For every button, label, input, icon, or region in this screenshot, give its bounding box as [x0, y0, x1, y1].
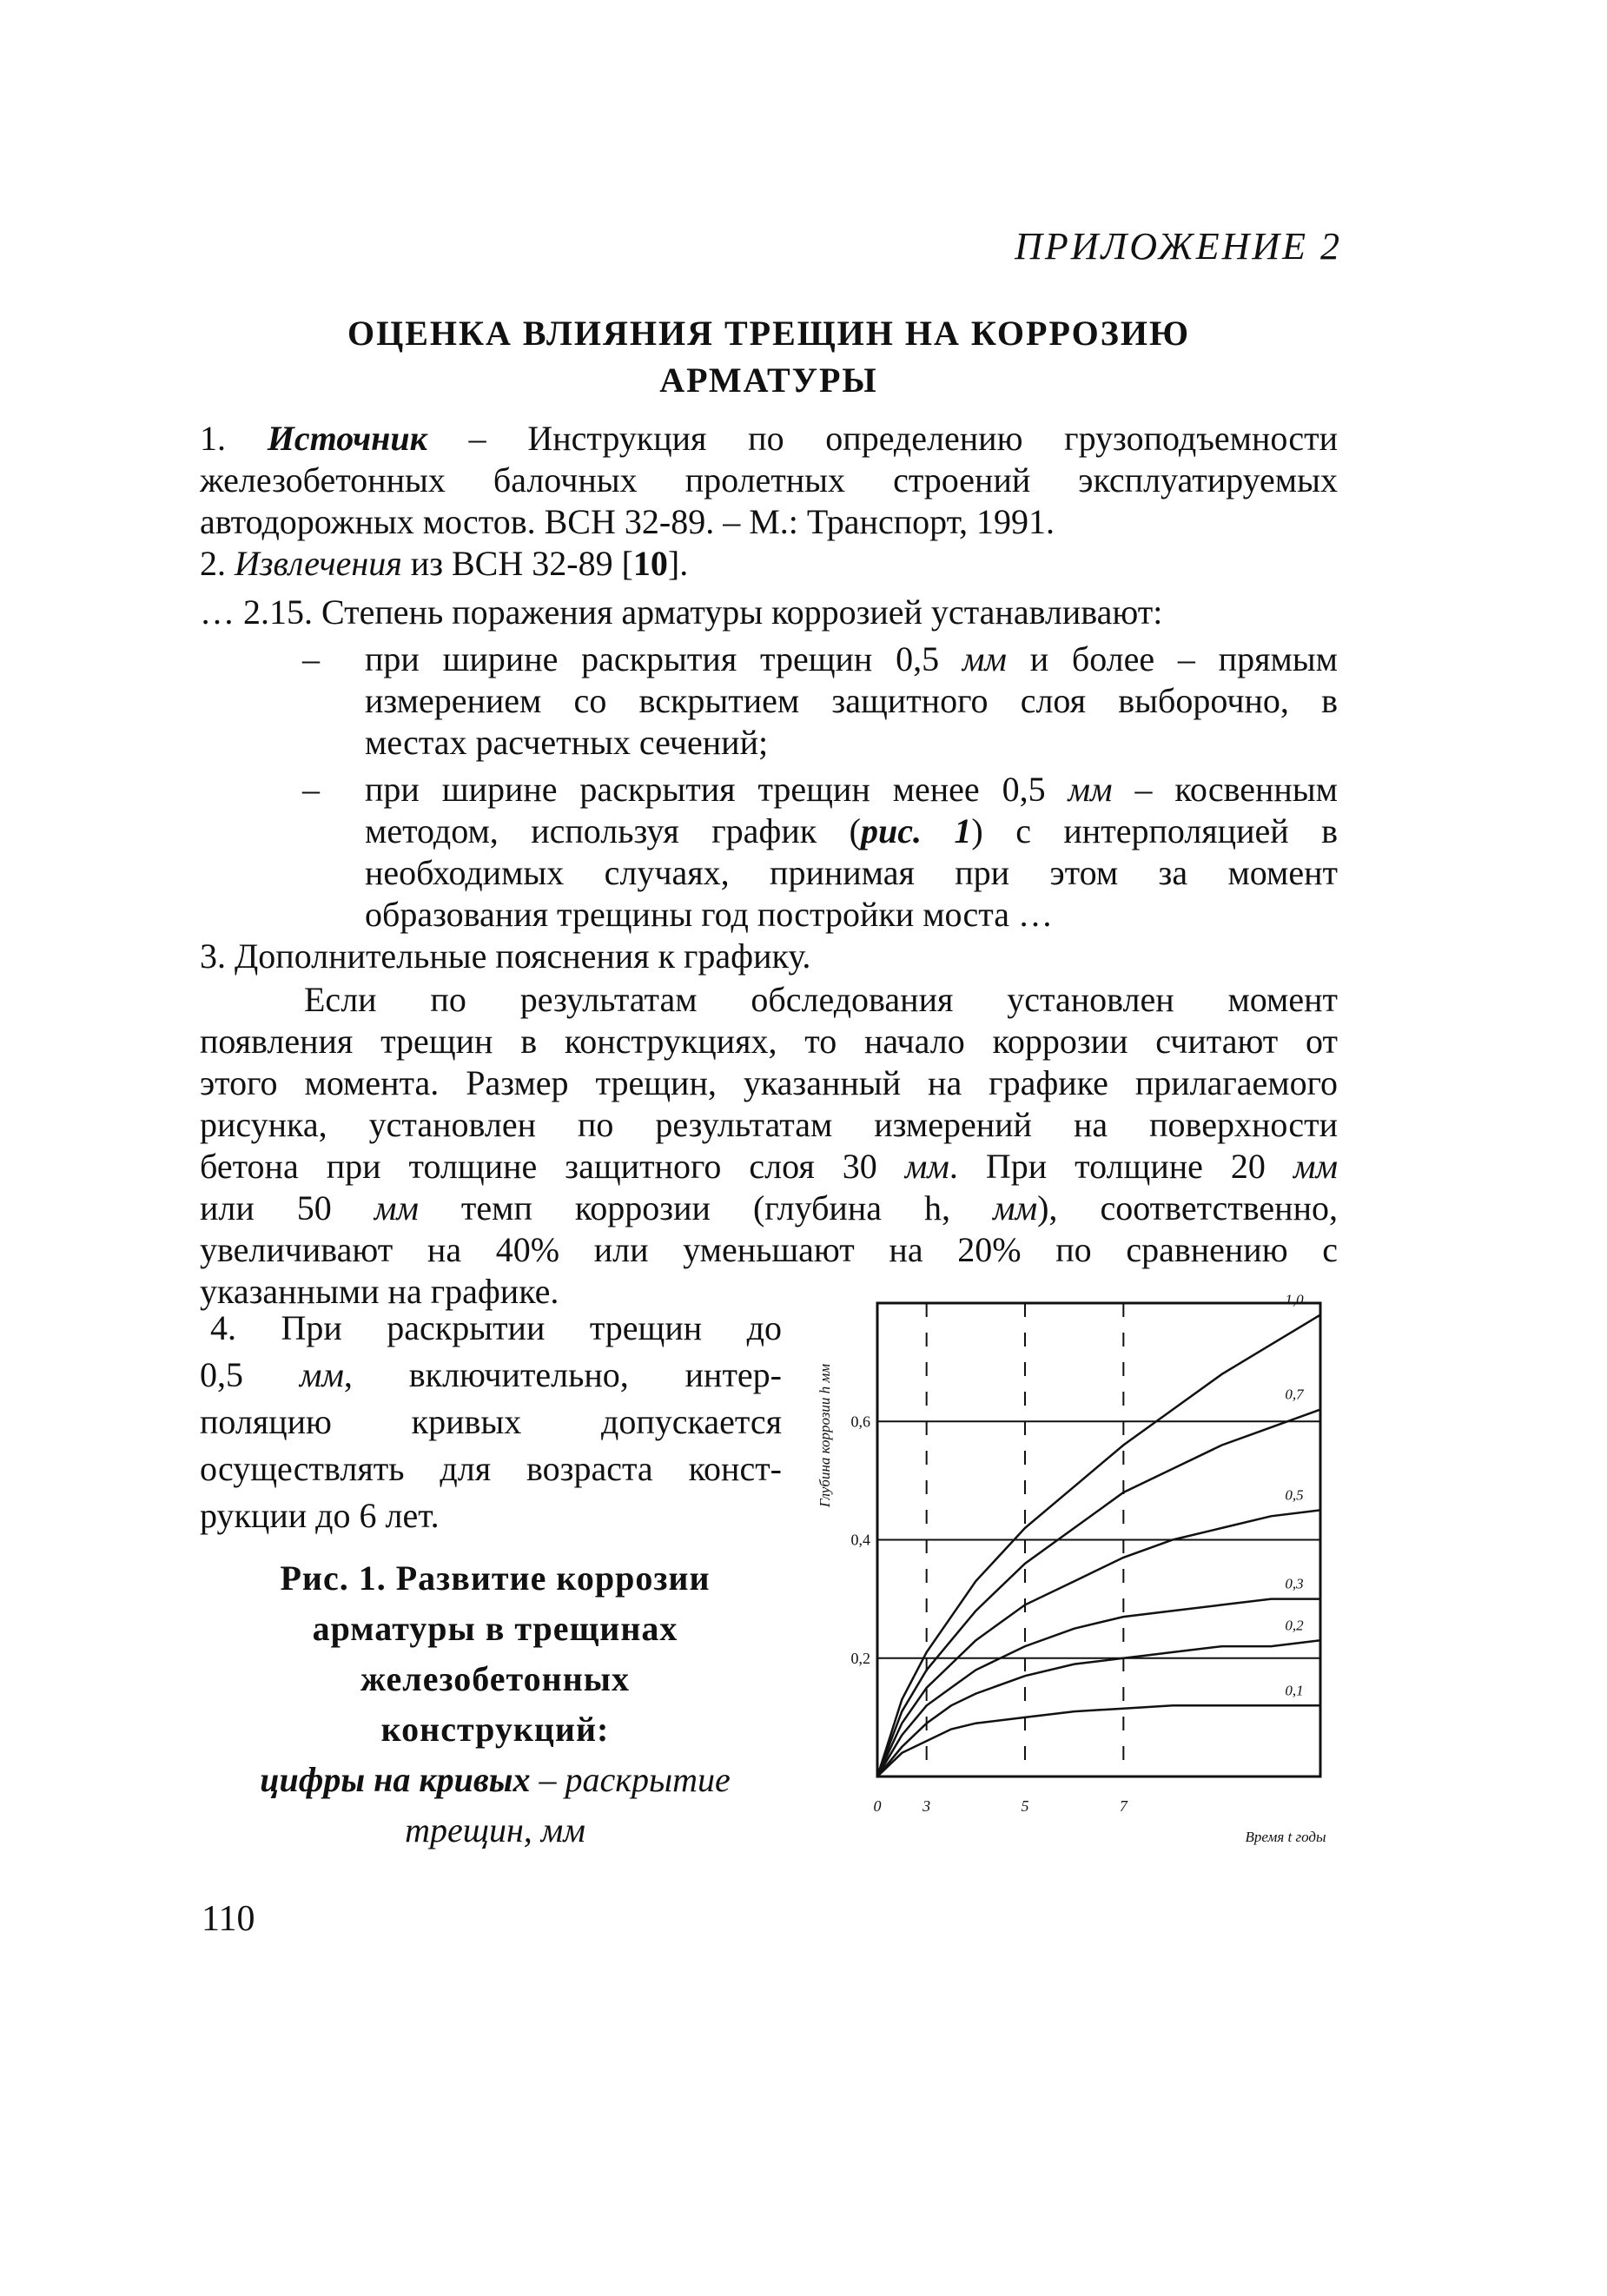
curve-label: 0,5 [1285, 1486, 1304, 1504]
item-1-line-3: автодорожных мостов. ВСН 32-89. – М.: Транспорт, 1991. [200, 502, 1055, 541]
y-axis-label: Глубина коррозии h мм [817, 1363, 833, 1508]
x-tick-label: 0 [873, 1797, 882, 1815]
para-line-4: рисунка, установлен по результатам измерений на поверхности [200, 1105, 1338, 1144]
item-4-line-3: поляцию кривых допускается [200, 1402, 782, 1441]
curve-label: 0,1 [1285, 1682, 1304, 1699]
item-3: 3. Дополнительные пояснения к графику. [200, 936, 811, 976]
caption-line-4: конструкций: [380, 1710, 610, 1749]
figure-caption [200, 1553, 790, 1856]
y-tick-label: 0,2 [850, 1649, 870, 1667]
clause-2-15: … 2.15. Степень поражения арматуры коррозией устанавливают: [200, 592, 1163, 632]
explanation-paragraph [200, 979, 1338, 1313]
dash-item-2-line-2: методом, используя график (рис. 1) с интерполяцией в [365, 811, 1338, 850]
x-axis-label: Время t годы [1245, 1829, 1326, 1845]
title-line-1: ОЦЕНКА ВЛИЯНИЯ ТРЕЩИН НА КОРРОЗИЮ [347, 314, 1191, 353]
item-1-source [200, 418, 1338, 543]
page-title [200, 310, 1338, 404]
dash-item-1 [365, 639, 1338, 764]
dash-item-2 [365, 769, 1338, 936]
para-line-2: появления трещин в конструкциях, то начало коррозии считают от [200, 1022, 1338, 1061]
para-line-1: Если по результатам обследования установлен момент [304, 980, 1338, 1019]
dash-bullet-2: – [302, 770, 320, 809]
title-line-2: АРМАТУРЫ [659, 361, 878, 400]
item-4-line-5: рукции до 6 лет. [200, 1496, 440, 1535]
x-tick-label: 7 [1119, 1797, 1128, 1815]
curve-label: 0,3 [1285, 1575, 1304, 1592]
curve-label: 0,7 [1285, 1386, 1304, 1403]
dash-item-2-line-4: образования трещины год постройки моста … [365, 895, 1053, 934]
item-2-label: Извлечения [235, 544, 402, 583]
item-1-label: Источник [267, 419, 427, 458]
caption-line-1: Рис. 1. Развитие коррозии [280, 1558, 711, 1598]
curve-0-2 [877, 1640, 1320, 1777]
item-4-line-2: 0,5 мм, включительно, интер- [200, 1355, 783, 1394]
caption-line-5: цифры на кривых – раскрытие [260, 1760, 731, 1799]
x-tick-label: 5 [1021, 1797, 1029, 1815]
item-2-ref: 10 [632, 544, 668, 583]
caption-line-2: арматуры в трещинах [312, 1609, 678, 1648]
item-1-text-1: – Инструкция по определению грузоподъемности [427, 419, 1339, 458]
item-2-extracts [200, 543, 1338, 585]
para-line-8: указанными на графике. [200, 1272, 559, 1311]
curve-0-1 [877, 1705, 1320, 1777]
item-2-text: из ВСН 32-89 [ [401, 544, 633, 583]
item-1-number: 1. [200, 419, 268, 458]
item-1-line-2: железобетонных балочных пролетных строений эксплуатируемых [200, 460, 1338, 500]
dash-item-2-line-3: необходимых случаях, принимая при этом за момент [365, 853, 1338, 892]
x-tick-label: 3 [923, 1797, 931, 1815]
dash-bullet-1: – [302, 639, 320, 678]
curve-label: 0,2 [1285, 1617, 1304, 1634]
item-4-line-1: 4. При раскрытии трещин до [210, 1308, 782, 1347]
caption-line-6: трещин, мм [405, 1810, 585, 1849]
item-4 [200, 1305, 782, 1539]
figure-reference: рис. 1 [860, 811, 972, 850]
dash-item-1-line-1: при ширине раскрытия трещин 0,5 мм и более – прямым [365, 639, 1338, 678]
dash-item-2-line-1: при ширине раскрытия трещин менее 0,5 мм – косвенным [365, 770, 1338, 809]
corrosion-chart [799, 1294, 1338, 1850]
dash-item-1-line-2: измерением со вскрытием защитного слоя выборочно, в [365, 681, 1338, 720]
page-number: 110 [202, 1899, 255, 1939]
dash-item-1-line-3: местах расчетных сечений; [365, 723, 769, 762]
para-line-6: или 50 мм темп коррозии (глубина h, мм), соответственно, [200, 1188, 1338, 1227]
y-tick-label: 0,4 [850, 1531, 870, 1549]
y-tick-label: 0,6 [850, 1413, 870, 1431]
curve-0-5 [877, 1510, 1320, 1777]
item-2-end: ]. [667, 544, 689, 583]
curve-label: 1,0 [1285, 1294, 1304, 1308]
chart-curves [877, 1315, 1320, 1777]
caption-line-3: железобетонных [360, 1659, 630, 1698]
item-1-line-1 [200, 418, 1338, 460]
curve-1-0 [877, 1315, 1320, 1777]
para-line-7: увеличивают на 40% или уменьшают на 20% по сравнению с [200, 1230, 1338, 1269]
item-2-number: 2. [200, 544, 235, 583]
appendix-header: ПРИЛОЖЕНИЕ 2 [1015, 225, 1342, 268]
para-line-5: бетона при толщине защитного слоя 30 мм. При толщине 20 мм [200, 1147, 1338, 1186]
para-line-3: этого момента. Размер трещин, указанный на графике прилагаемого [200, 1063, 1338, 1102]
item-4-line-4: осуществлять для возраста конст- [200, 1449, 782, 1488]
